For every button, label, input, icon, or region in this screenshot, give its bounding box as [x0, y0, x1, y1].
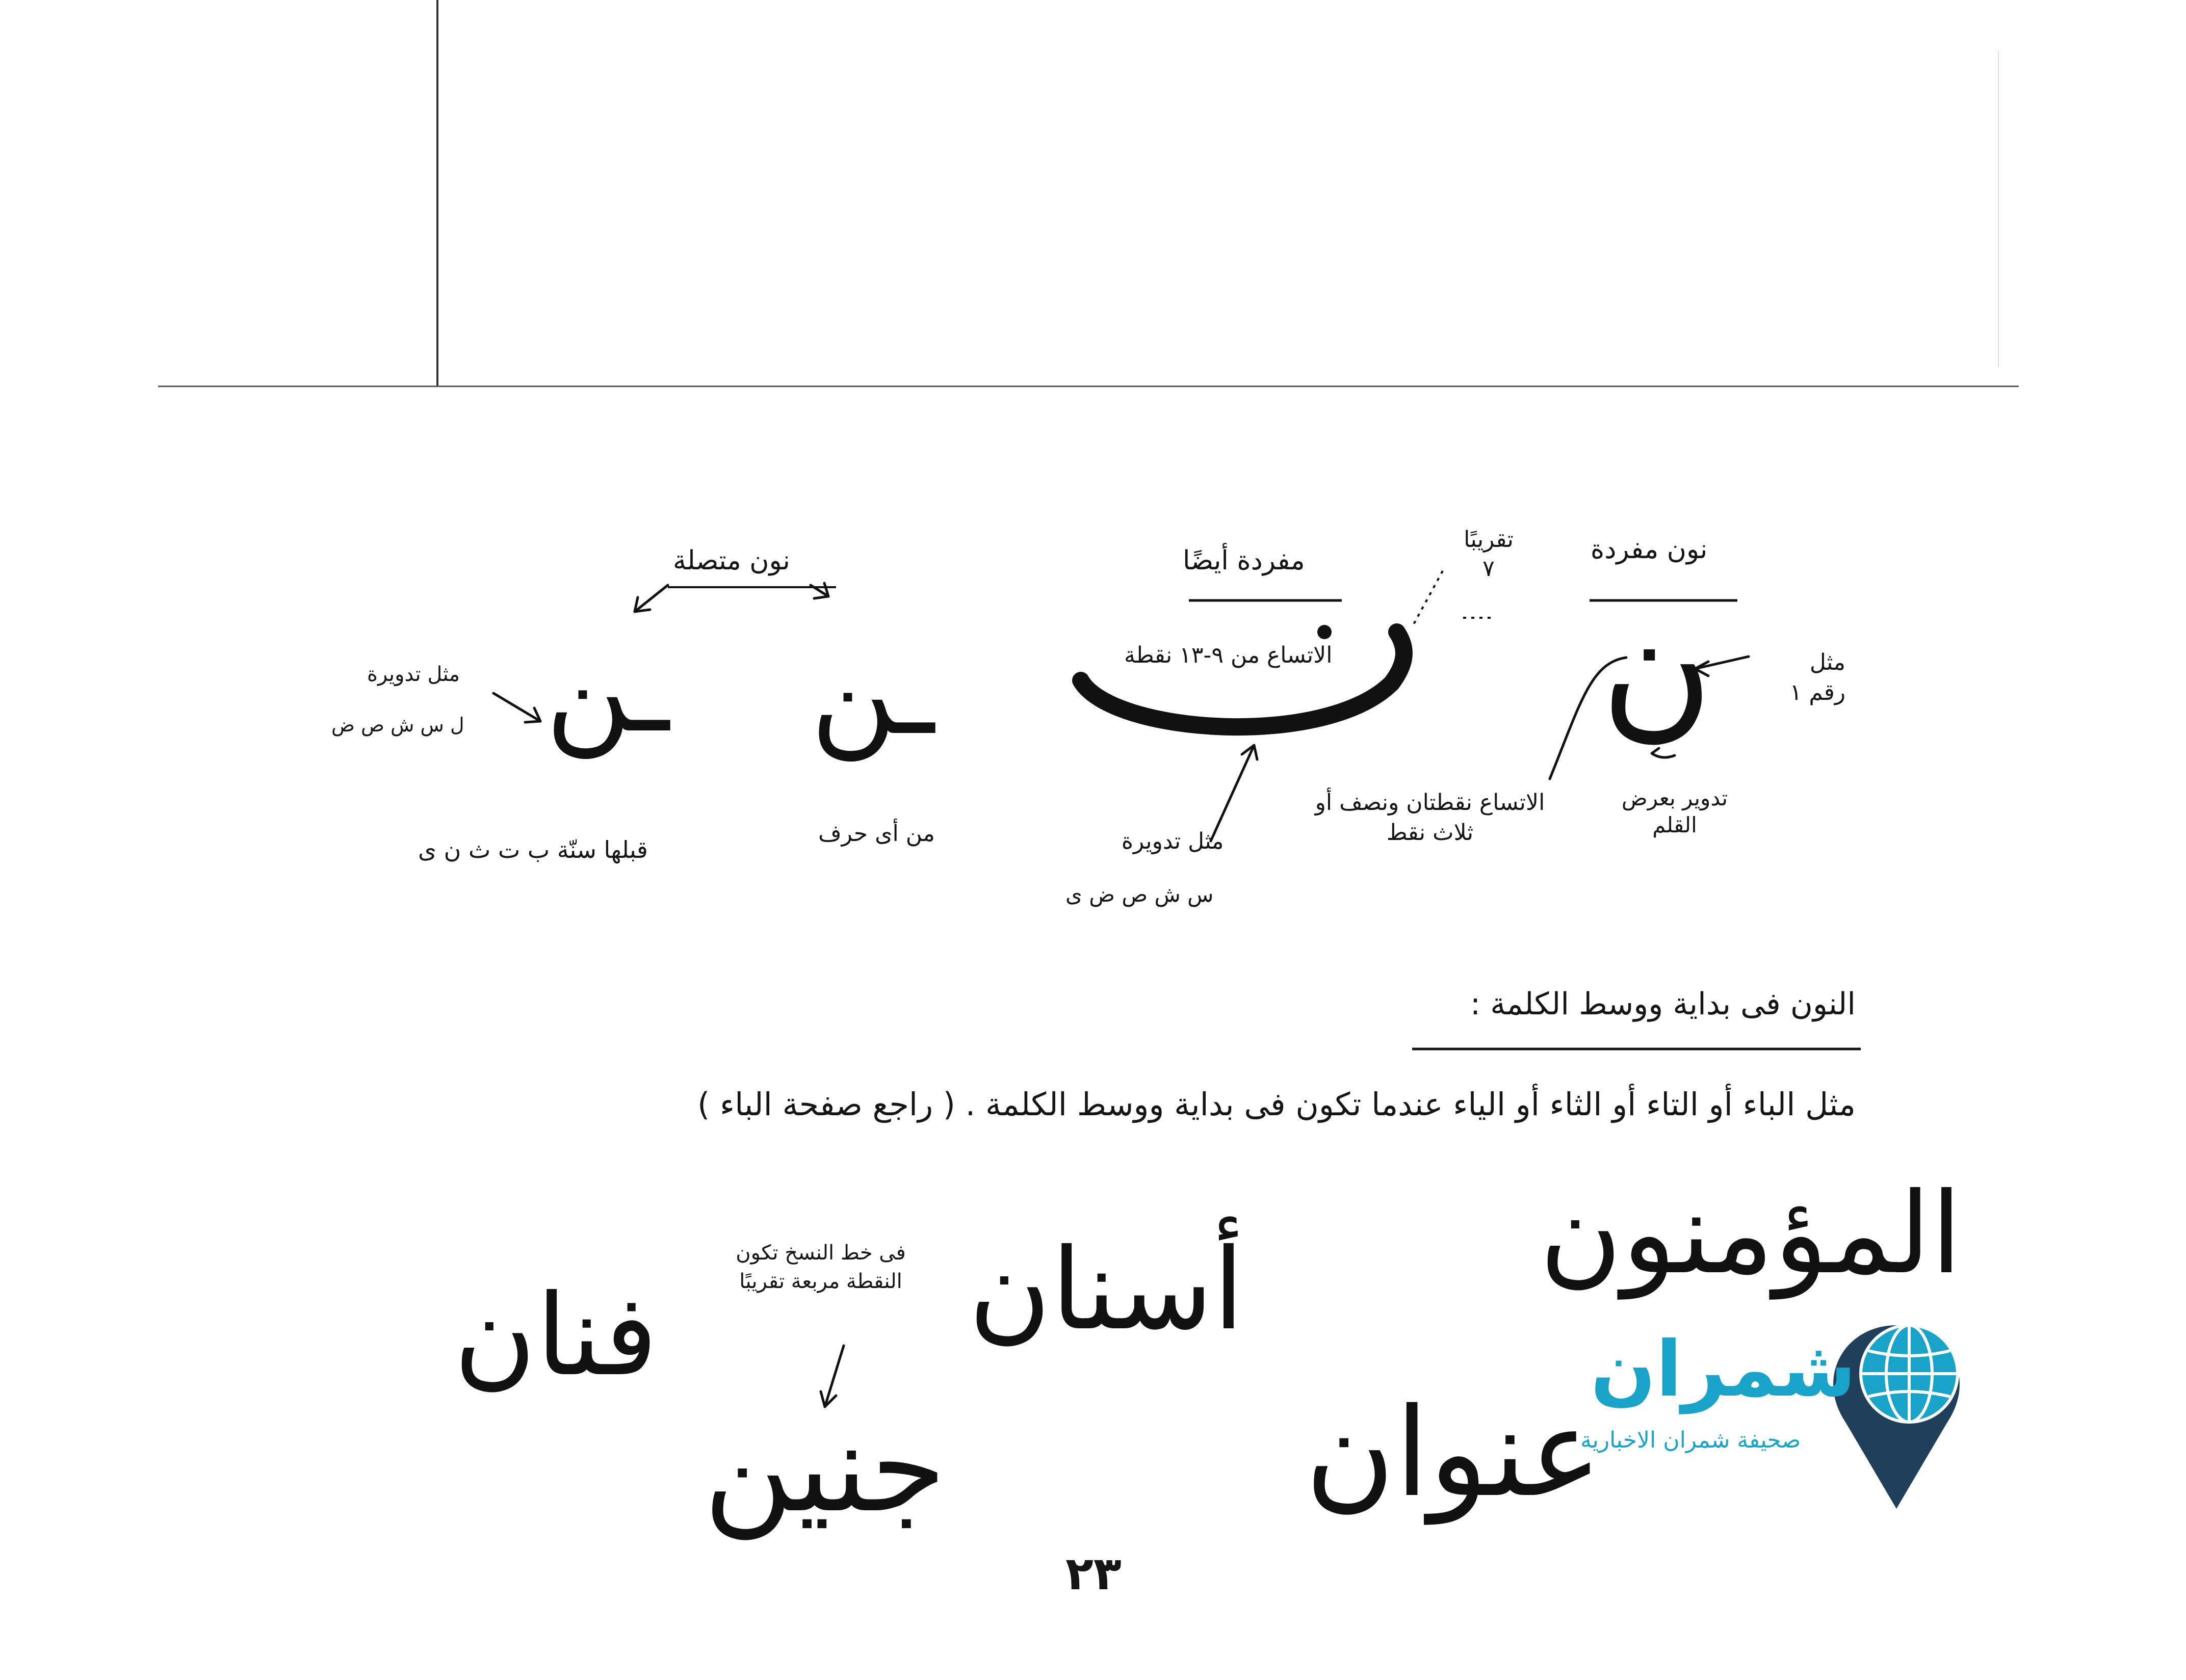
also-isolated-letters: س ش ص ض ى — [1065, 882, 1214, 907]
isolated-example-note: مثل رقم ١ — [1789, 649, 1845, 706]
watermark-tagline: صحيفة شمران الاخبارية — [1580, 1427, 1801, 1453]
isolated-width-note: الاتساع نقطتان ونصف أو ثلاث نقط — [1315, 790, 1545, 846]
isolated-nun-glyph: ن — [1601, 579, 1713, 756]
example-word-1: المؤمنون — [1540, 1168, 1962, 1299]
connected-after-glyph: ـن — [545, 622, 669, 758]
connected-after-note: قبلها سنّة ب ت ث ن ى — [418, 836, 648, 863]
watermark-logo — [1570, 1305, 1978, 1519]
isolated-nun-label: نون مفردة — [1591, 534, 1708, 565]
also-isolated-width: الاتساع من ٩-١٣ نقطة — [1124, 642, 1333, 668]
example-word-3: فنان — [454, 1270, 658, 1401]
section-body: مثل الباء أو التاء أو الثاء أو الياء عندما تكون فى بداية ووسط الكلمة . ( راجع صفحة الباء ) — [697, 1086, 1856, 1123]
naskh-dot-note: فى خط النسخ تكون النقطة مربعة تقريبًا — [736, 1241, 906, 1293]
watermark-brand: شمران — [1591, 1325, 1856, 1414]
example-word-5: جنين — [704, 1397, 946, 1539]
connected-after-letters: ل س ش ص ض — [331, 714, 464, 736]
connected-final-glyph: ـن — [811, 625, 934, 761]
approx-seven-note: تقريبًا ٧ — [1464, 527, 1514, 582]
connected-after-like: مثل تدويرة — [367, 663, 460, 686]
example-word-2: أسنان — [969, 1224, 1244, 1355]
connected-nun-label: نون متصلة — [673, 545, 790, 576]
arrow-connected-left — [635, 585, 668, 612]
connected-final-note: من أى حرف — [818, 821, 935, 847]
example-word-4: عنوان — [1305, 1381, 1602, 1524]
also-isolated-label: مفردة أيضًا — [1183, 545, 1305, 576]
rounding-note: تدوير بعرض القلم — [1621, 785, 1728, 837]
wide-nun-dot — [1317, 625, 1332, 639]
section-heading: النون فى بداية ووسط الكلمة : — [1470, 986, 1856, 1022]
also-isolated-like: مثل تدويرة — [1122, 828, 1224, 854]
page-number: ٢٣ — [1065, 1547, 1122, 1600]
dotted-guide — [1412, 571, 1443, 627]
